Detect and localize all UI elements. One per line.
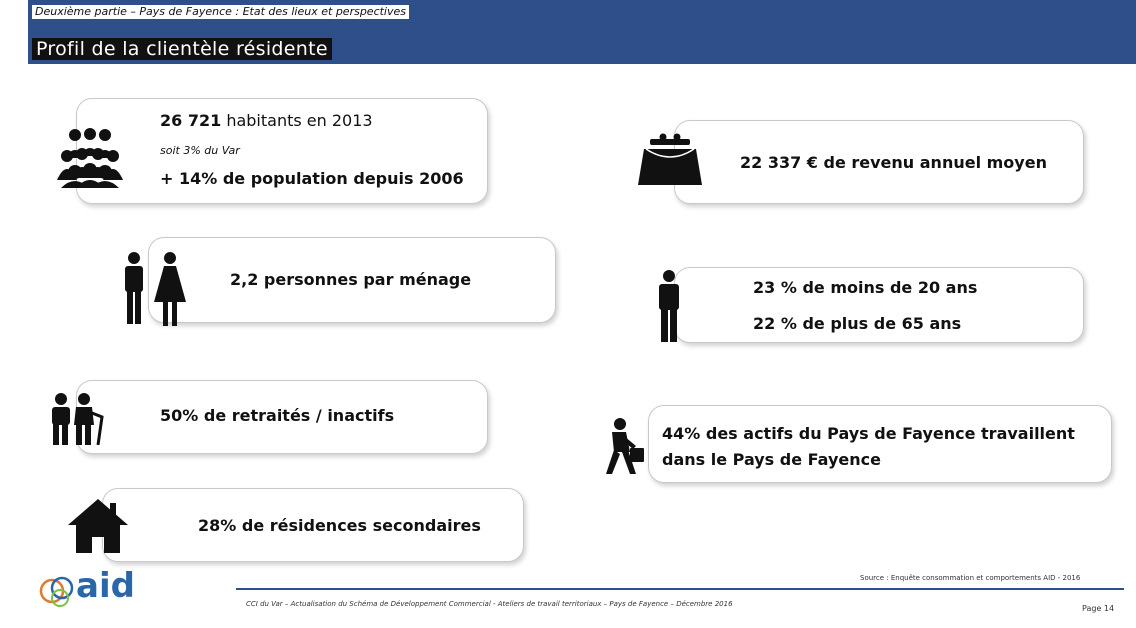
group-people-icon	[55, 128, 125, 188]
slide-subtitle: Deuxième partie – Pays de Fayence : Etat des lieux et perspectives	[32, 5, 409, 19]
population-label: habitants en 2013	[221, 111, 373, 130]
person-icon	[654, 270, 684, 342]
purse-icon	[636, 133, 704, 185]
aid-logo-text: aid	[76, 566, 135, 606]
population-line	[160, 111, 373, 130]
walking-worker-icon	[600, 418, 646, 476]
income-text: 22 337 € de revenu annuel moyen	[740, 153, 1047, 172]
slide-header	[28, 0, 1136, 64]
retired-text: 50% de retraités / inactifs	[160, 406, 395, 425]
man-woman-icon	[118, 252, 190, 326]
source-note: Source : Enquête consommation et comportements AID - 2016	[860, 574, 1081, 582]
workers-line-1: 44% des actifs du Pays de Fayence travaillent	[662, 424, 1075, 443]
aid-logo-mark	[38, 574, 78, 608]
age-line-1: 23 % de moins de 20 ans	[753, 278, 978, 297]
page-number: Page 14	[1082, 604, 1115, 613]
footer-caption: CCI du Var – Actualisation du Schéma de Développement Commercial - Ateliers de travail territoriaux – Pays de Fayence – Décembre 2016	[246, 600, 733, 608]
age-line-2: 22 % de plus de 65 ans	[753, 314, 962, 333]
population-share: soit 3% du Var	[160, 144, 240, 157]
population-growth: + 14% de population depuis 2006	[160, 169, 464, 188]
household-text: 2,2 personnes par ménage	[230, 270, 472, 289]
slide-title: Profil de la clientèle résidente	[32, 38, 332, 60]
footer-divider	[236, 588, 1124, 590]
house-icon	[66, 497, 130, 553]
workers-line-2: dans le Pays de Fayence	[662, 450, 881, 469]
elderly-couple-icon	[48, 393, 110, 445]
residences-text: 28% de résidences secondaires	[198, 516, 481, 535]
workers-card	[648, 405, 1112, 483]
population-number: 26 721	[160, 111, 222, 130]
